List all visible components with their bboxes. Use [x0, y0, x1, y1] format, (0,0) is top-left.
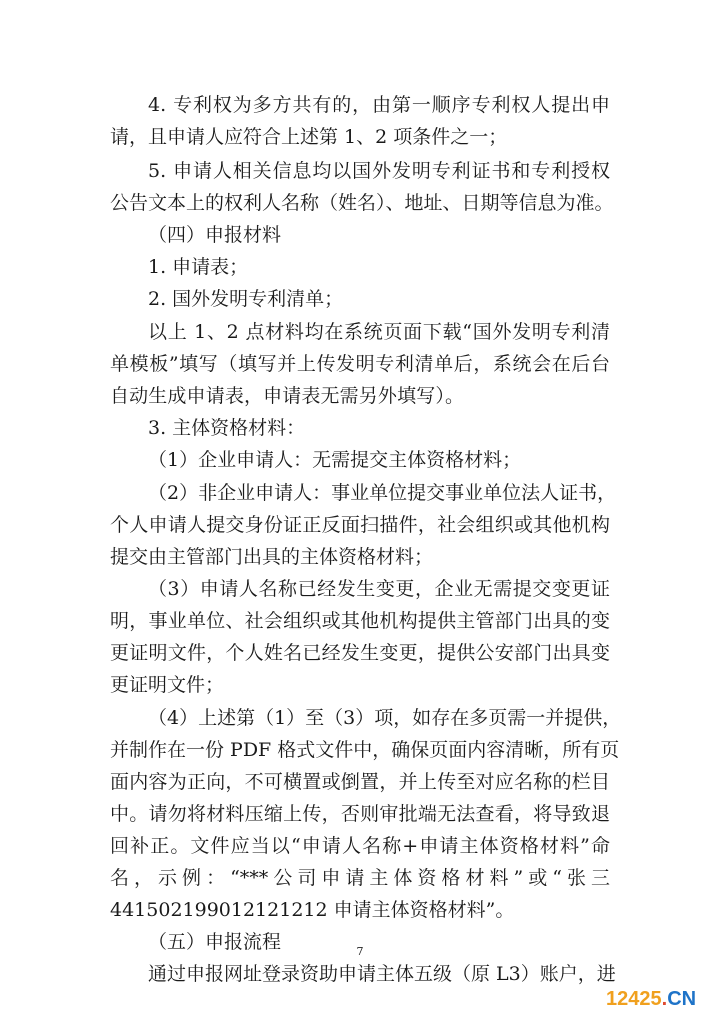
text-line: 4. 专利权为多方共有的，由第一顺序专利权人提出申 [148, 94, 610, 116]
text-line: 通过申报网址登录资助申请主体五级（原 L3）账户，进 [148, 963, 616, 985]
text-line: （1）企业申请人：无需提交主体资格材料； [148, 449, 522, 471]
text-line: 并制作在一份 PDF 格式文件中，确保页面内容清晰，所有页 [110, 739, 620, 761]
section-heading: （四）申报材料 [148, 224, 282, 246]
text-line: 441502199012121212 申请主体资格材料”。 [110, 899, 515, 921]
text-line: 2. 国外发明专利清单； [148, 288, 344, 310]
text-line: 名，示例：“***公司申请主体资格材料”或“张三 [110, 867, 610, 889]
text-line: 公告文本上的权利人名称（姓名）、地址、日期等信息为准。 [110, 192, 614, 214]
text-line: 明，事业单位、社会组织或其他机构提供主管部门出具的变 [110, 610, 610, 632]
text-line: （3）申请人名称已经发生变更，企业无需提交变更证 [148, 578, 610, 600]
text-line: 更证明文件，个人姓名已经发生变更，提供公安部门出具变 [110, 642, 610, 664]
page-number: 7 [356, 945, 364, 958]
text-line: 5. 申请人相关信息均以国外发明专利证书和专利授权 [148, 160, 610, 182]
watermark-suffix: CN [667, 988, 697, 1010]
text-line: 中。请勿将材料压缩上传，否则审批端无法查看，将导致退 [110, 803, 610, 825]
section-heading: （五）申报流程 [148, 931, 282, 953]
text-line: 1. 申请表； [148, 256, 249, 278]
site-watermark [606, 987, 696, 1011]
text-line: （2）非企业申请人：事业单位提交事业单位法人证书， [148, 482, 617, 504]
text-line: 3. 主体资格材料： [148, 417, 306, 439]
watermark-dot: . [661, 988, 668, 1010]
text-line: 单模板”填写（填写并上传发明专利清单后，系统会在后台 [110, 353, 610, 375]
watermark-number: 12425 [606, 988, 662, 1010]
text-line: 个人申请人提交身份证正反面扫描件，社会组织或其他机构 [110, 514, 610, 536]
text-line: 请，且申请人应符合上述第 1、2 项条件之一； [110, 126, 508, 148]
text-line: 更证明文件； [110, 674, 225, 696]
text-line: 面内容为正向，不可横置或倒置，并上传至对应名称的栏目 [110, 771, 610, 793]
text-line: 回补正。文件应当以“申请人名称+申请主体资格材料”命 [110, 835, 610, 857]
text-line: 自动生成申请表，申请表无需另外填写）。 [110, 385, 464, 407]
text-line: 提交由主管部门出具的主体资格材料； [110, 546, 434, 568]
text-line: （4）上述第（1）至（3）项，如存在多页需一并提供， [148, 707, 622, 729]
text-line: 以上 1、2 点材料均在系统页面下载“国外发明专利清 [148, 321, 610, 343]
